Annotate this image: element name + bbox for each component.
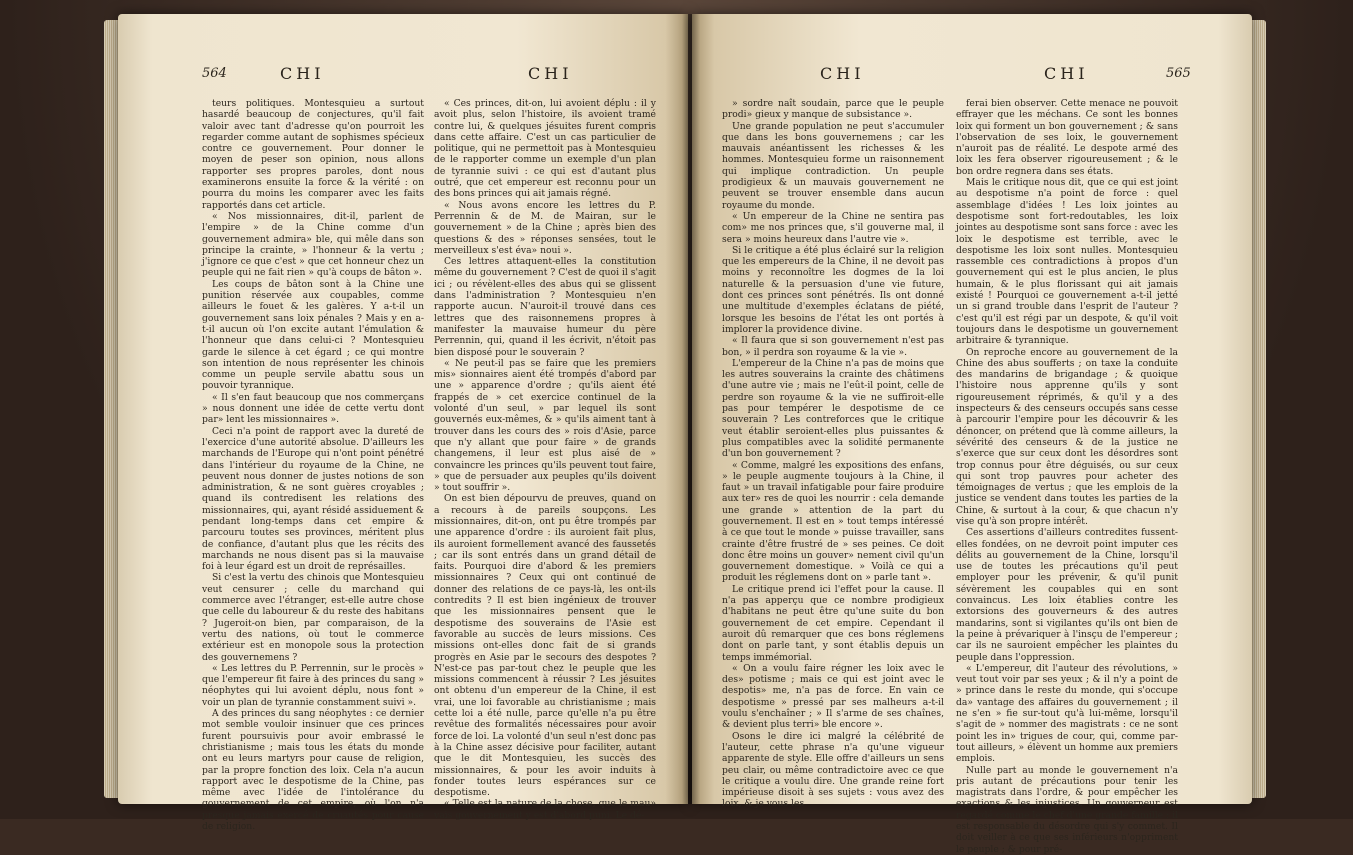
header-left-b: CHI <box>528 64 573 83</box>
paragraph: Ces lettres attaquent-elles la constitution même du gouvernement ? C'est de quoi il s'agit ici ; ou révèlent-elles des abus qui se glissent dans l'administration ? Montesquieu n'en rapporte aucun. N'auroit-il trouvé dans ces lettres que des raisonnemens propres à manifester la mauvaise humeur du père Perrennin, qui, quand il les écrivit, n'étoit pas bien disposé pour le souverain ? <box>434 256 656 358</box>
paragraph: On est bien dépourvu de preuves, quand on a recours à de pareils soupçons. Les missionnaires, dit-on, ont pu être trompés par une apparence d'ordre : ils auroient fait plus, ils auroient formellement avancé des faussetés ; car ils sont entrés dans un grand détail de faits. Pourquoi dire d'abord & les premiers missionnaires ? Ceux qui ont continué de donner des relations de ce pays-là, les ont-ils contredits ? Il est bien ingénieux de trouver que les missionnaires pensent que le despotisme des souverains de l'Asie est favorable au succès de leurs missions. Ces missions ont-elles donc fait de si grands progrès en Asie par le secours des despotes ? N'est-ce pas par-tout chez le peuple que les missions commencent à réussir ? Les jésuites ont obtenu d'un empereur de la Chine, il est vrai, une loi favorable au christianisme ; mais cette loi a été nulle, parce qu'elle n'a pu être revêtue des formalités nécessaires pour avoir force de loi. La volonté d'un seul n'est donc pas à la Chine assez décisive pour faciliter, autant que le dit Montesquieu, les succès des missionnaires, & pour les avoir induits à fonder toutes leurs espérances sur ce despotisme. <box>434 493 656 799</box>
paragraph: « Nous avons encore les lettres du P. Perrennin & de M. de Mairan, sur le gouvernement » de la Chine ; après bien des questions & des » réponses sensées, tout le merveilleux s'est éva» noui ». <box>434 199 656 256</box>
paragraph: « Il s'en faut beaucoup que nos commerçans » nous donnent une idée de cette vertu dont par» lent les missionnaires ». <box>202 391 424 426</box>
paragraph: « Telle est la nature de la chose, que le mau» vais gouvernement y est d'abord puni. Le dé- <box>434 798 656 821</box>
right-page <box>692 14 1252 855</box>
paragraph: « Un empereur de la Chine ne sentira pas com» me nos princes que, s'il gouverne mal, il sera » moins heureux dans l'autre vie ». <box>722 210 944 245</box>
header-left-a: CHI <box>280 64 325 83</box>
left-column-1 <box>202 98 424 832</box>
page-edges-right <box>1250 20 1266 798</box>
paragraph: Une grande population ne peut s'accumuler que dans les bons gouvernemens ; car les mauvais anéantissent les richesses & les hommes. Montesquieu forme un raisonnement qui implique contradiction. Un peuple prodigieux & un mauvais gouvernement ne peuvent se trouver ensemble dans aucun royaume du monde. <box>722 120 944 211</box>
page-number-right: 565 <box>1166 66 1191 81</box>
left-column-2 <box>434 98 656 821</box>
header-right-b: CHI <box>1044 64 1089 83</box>
paragraph: « Les lettres du P. Perrennin, sur le procès » que l'empereur fit faire à des princes du sang » néophytes qui lui avoient déplu, nous font » voir un plan de tyrannie constamment suivi ». <box>202 662 424 708</box>
paragraph: Mais le critique nous dit, que ce qui est joint au despotisme n'a point de force : quel assemblage d'idées ! Les loix jointes au despotisme sont fort-redoutables, les loix jointes au despotisme sont sans force : avec les loix le despotisme est terrible, avec le despotisme les loix sont nulles. Montesquieu rassemble ces contradictions à propos d'un gouvernement qui est le plus ancien, le plus humain, & le plus florissant qui ait jamais existé ! Pourquoi ce gouvernement a-t-il jetté un si grand trouble dans l'esprit de l'auteur ? c'est qu'il est régi par un despote, & qu'il voit toujours dans le despotisme un gouvernement arbitraire & tyrannique. <box>956 177 1178 347</box>
paragraph: « Il faura que si son gouvernement n'est pas bon, » il perdra son royaume & la vie ». <box>722 335 944 358</box>
paragraph: On reproche encore au gouvernement de la Chine des abus soufferts ; on taxe la conduite des mandarins de brigandage ; & quoique l'histoire nous apprenne qu'ils y sont rigoureusement réprimés, & qu'il y a des inspecteurs & des censeurs occupés sans cesse à parcourir l'empire pour les découvrir & les dénoncer, on prétend que là comme ailleurs, la sévérité des censeurs & de la justice ne s'exerce que sur ceux dont les désordres sont trop connus pour être déguisés, ou sur ceux qui sont trop pauvres pour acheter des témoignages de vertus ; que les emplois de la justice se vendent dans toutes les parties de la Chine, & surtout à la cour, & que chacun n'y vise qu'à son propre intérêt. <box>956 346 1178 527</box>
paragraph: ferai bien observer. Cette menace ne pouvoit effrayer que les méchans. Ce sont les bonnes loix qui forment un bon gouvernement ; & sans l'observation de ses loix, le gouvernement n'auroit pas de réalité. Le despote armé des loix les fera observer rigoureusement ; & le bon ordre regnera dans ses états. <box>956 98 1178 177</box>
paragraph: Osons le dire ici malgré la célébrité de l'auteur, cette phrase n'a qu'une vigueur apparente de style. Elle offre d'ailleurs un sens peu clair, ou même contradictoire avec ce que le critique a voulu dire. Une grande reine fort impérieuse disoit à ses sujets : vous avez des loix, & je vous les <box>722 730 944 810</box>
paragraph: » sordre naît soudain, parce que le peuple prodi» gieux y manque de subsistance ». <box>722 98 944 121</box>
paragraph: Nulle part au monde le gouvernement n'a pris autant de précautions pour tenir les magistrats dans l'ordre, & pour empêcher les exactions & les injustices. Un gouverneur est regardé comme le chef d'une grande famille : il est responsable du désordre qui s'y commet. Il doit veiller à ce que ses inférieurs n'oppriment le peuple ; & pour pré- <box>956 764 1178 855</box>
paragraph: « Ces princes, dit-on, lui avoient déplu : il y avoit plus, selon l'histoire, ils avoient tramé contre lui, & quelques jésuites furent compris dans cette affaire. C'est un cas particulier de politique, qui ne permettoit pas à Montesquieu de le rapporter comme un exemple d'un plan de tyrannie suivi : ce qui est d'autant plus outré, que cet empereur est reconnu pour un des bons princes qui ait jamais régné. <box>434 98 656 200</box>
paragraph: « Ne peut-il pas se faire que les premiers mis» sionnaires aient été trompés d'abord par une » apparence d'ordre ; qu'ils aient été frappés de » cet exercice continuel de la volonté d'un seul, » par lequel ils sont gouvernés eux-mêmes, & » qu'ils aiment tant à trouver dans les cours des » rois d'Asie, parce que n'y allant que pour faire » de grands changemens, il leur est plus aisé de » convaincre les princes qu'ils peuvent tout faire, » que de persuader aux peuples qu'ils doivent » tout souffrir ». <box>434 357 656 494</box>
paragraph: Le critique prend ici l'effet pour la cause. Il n'a pas apperçu que ce nombre prodigieux d'habitans ne peut être qu'une suite du bon gouvernement de cet empire. Cependant il auroit dû remarquer que ces bons réglemens dont on parle tant, y sont établis depuis un temps immémorial. <box>722 583 944 663</box>
paragraph: Ces assertions d'ailleurs contredites fussent-elles fondées, on ne devroit point imputer ces délits au gouvernement de la Chine, lorsqu'il use de toutes les précautions qu'il peut employer pour les prévenir, & qu'il punit sévèrement les coupables qui en sont convaincus. Les loix établies contre les extorsions des gouverneurs & des autres mandarins, sont si vigilantes qu'ils ont bien de la peine à prévariquer à l'insçu de l'empereur ; car ils ne sauroient empêcher les plaintes du peuple dans l'oppression. <box>956 527 1178 663</box>
paragraph: Si c'est la vertu des chinois que Montesquieu veut censurer ; celle du marchand qui commerce avec l'étranger, est-elle autre chose que celle du laboureur & du reste des habitans ? Jugeroit-on bien, par comparaison, de la vertu des nations, où tout le commerce extérieur est en monopole sous la protection des gouvernemens ? <box>202 572 424 663</box>
paragraph: « Nos missionnaires, dit-il, parlent de l'empire » de la Chine comme d'un gouvernement admira» ble, qui mêle dans son principe la crainte, » l'honneur & la vertu ; j'ignore ce que c'est » que cet honneur chez un peuple qui ne fait rien » qu'à coups de bâton ». <box>202 210 424 279</box>
header-right-a: CHI <box>820 64 865 83</box>
paragraph: « L'empereur, dit l'auteur des révolutions, » veut tout voir par ses yeux ; & il n'y a point de » prince dans le reste du monde, qui s'occupe da» vantage des affaires du gouvernement ; il ne s'en » fie sur-tout qu'à lui-même, lorsqu'il s'agit de » nommer des magistrats : ce ne sont point les in» trigues de cour, qui, comme par-tout ailleurs, » élèvent un homme aux premiers emplois. <box>956 662 1178 765</box>
right-column-2 <box>956 98 1178 855</box>
page-number-left: 564 <box>202 66 227 81</box>
left-page <box>118 14 688 832</box>
paragraph: Si le critique a été plus éclairé sur la religion que les empereurs de la Chine, il ne devoit pas moins y reconnoître les dogmes de la loi naturelle & la persuasion d'une vie future, dont ces princes sont pénétrés. Ils ont donné une multitude d'exemples éclatans de piété, lorsque les besoins de l'état les ont portés à implorer la providence divine. <box>722 244 944 335</box>
right-column-1 <box>722 98 944 810</box>
paragraph: A des princes du sang néophytes : ce dernier mot semble vouloir insinuer que ces princes furent poursuivis pour avoir embrassé le christianisme ; mais tous les états du monde ont eu leurs martyrs pour cause de religion, par la propre fonction des loix. Cela n'a aucun rapport avec le despotisme de la Chine, pas même avec l'idée de l'intolérance du gouvernement de cet empire, où l'on n'a presque jamais exercé de cruautés pour cause de religion. <box>202 708 424 832</box>
paragraph: « Comme, malgré les expositions des enfans, » le peuple augmente toujours à la Chine, il faut » un travail infatigable pour faire produire aux ter» res de quoi les nourrir : cela demande une grande » attention de la part du gouvernement. Il est en » tout temps intéressé à ce que tout le monde » puisse travailler, sans crainte d'être frustré de » ses peines. Ce doit donc être moins un gouver» nement civil qu'un gouvernement domestique. » Voilà ce qui a produit les réglemens dont on » parle tant ». <box>722 459 944 584</box>
book-gutter <box>682 14 700 804</box>
paragraph: L'empereur de la Chine n'a pas de moins que les autres souverains la crainte des châtimens d'une autre vie ; mais ne l'eût-il point, celle de perdre son royaume & la vie ne suffiroit-elle pas pour tempérer le despotisme de ce souverain ? Les contreforces que le critique veut établir seroient-elles plus puissantes & plus compatibles avec la solidité permanente d'un bon gouvernement ? <box>722 357 944 460</box>
paragraph: Les coups de bâton sont à la Chine une punition réservée aux coupables, comme ailleurs le fouet & les galères. Y a-t-il un gouvernement sans loix pénales ? Mais y en a-t-il aucun où l'on excite autant l'émulation & l'honneur que dans celui-ci ? Montesquieu garde le silence à cet égard ; ce qui montre son intention de nous représenter les chinois comme un peuple servile abattu sous un pouvoir tyrannique. <box>202 278 424 392</box>
paragraph: « On a voulu faire régner les loix avec le des» potisme ; mais ce qui est joint avec le despotis» me, n'a pas de force. En vain ce despotisme » pressé par ses malheurs a-t-il voulu s'enchaîner ; » Il s'arme de ses chaînes, & devient plus terri» ble encore ». <box>722 662 944 731</box>
paragraph: teurs politiques. Montesquieu a surtout hasardé beaucoup de conjectures, qu'il fait valoir avec tant d'adresse qu'on pourroit les regarder comme autant de sophismes spécieux contre ce gouvernement. Pour donner le moyen de peser son opinion, nous allons rapporter ses propres paroles, dont nous examinerons ensuite la force & la vérité : on pourra du moins les comparer avec les faits rapportés dans cet article. <box>202 98 424 211</box>
paragraph: Ceci n'a point de rapport avec la dureté de l'exercice d'une autorité absolue. D'ailleurs les marchands de l'Europe qui n'ont point pénétré dans l'intérieur du royaume de la Chine, ne peuvent nous donner de justes notions de son administration, & ne sont guères croyables ; quand ils contredisent les relations des missionnaires, qui, ayant résidé assiduement & pendant long-temps dans cet empire & parcouru toutes ses provinces, méritent plus de confiance, d'autant plus que les récits des marchands ne nous disent pas si la mauvaise foi à leur égard est un droit de représailles. <box>202 425 424 573</box>
